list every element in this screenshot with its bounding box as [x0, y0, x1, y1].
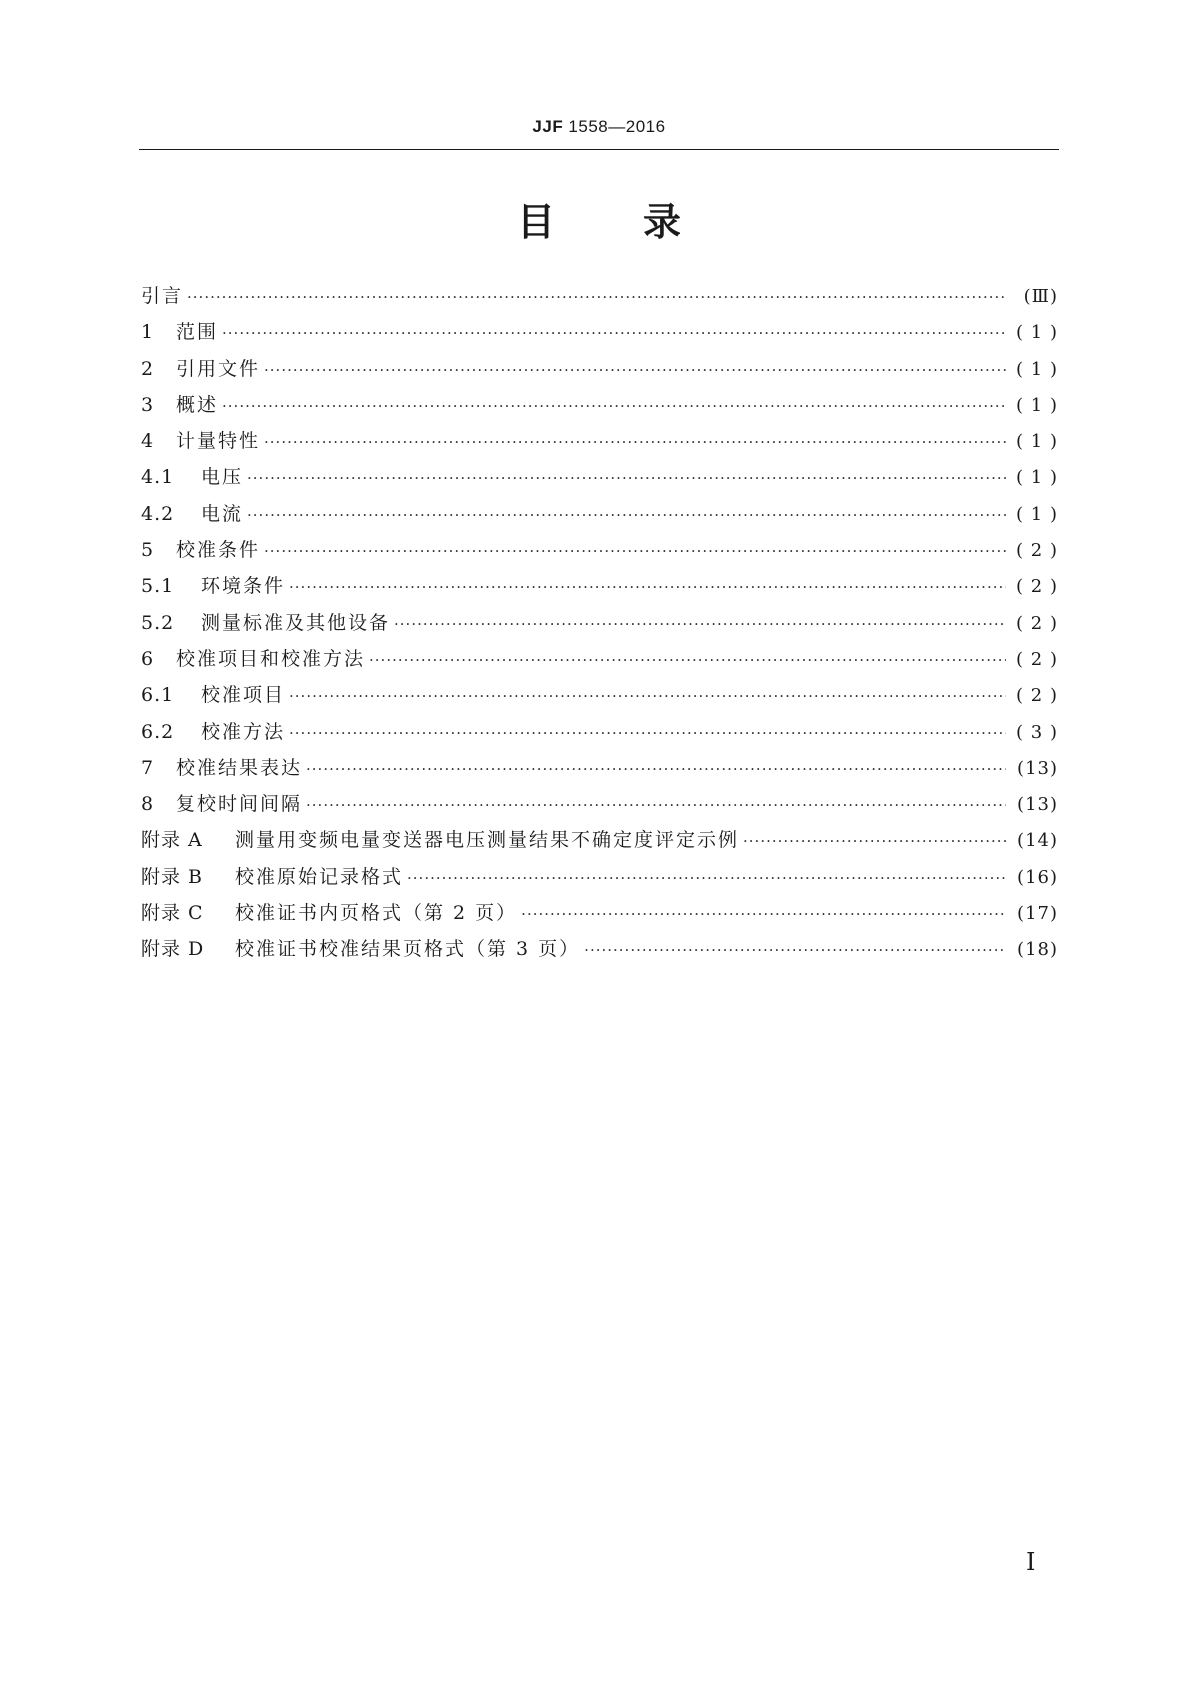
- toc-entry-number: 4.2: [141, 502, 175, 525]
- dot-leader: [247, 497, 1006, 533]
- toc-entry-label: 电流: [201, 502, 244, 525]
- toc-entry-number: 4: [141, 430, 155, 453]
- toc-entry-4[interactable]: [141, 423, 1058, 459]
- toc-entry-page: (Ⅲ): [1023, 286, 1058, 307]
- toc-entry-label: 测量用变频电量变送器电压测量结果不确定度评定示例: [235, 829, 740, 852]
- toc-entry-label: 校准方法: [201, 720, 286, 743]
- dot-leader: [222, 315, 1006, 351]
- dot-leader: [187, 279, 1006, 315]
- toc-entry-label: 校准项目: [201, 684, 286, 707]
- toc-entry-page: ( 1 ): [1016, 394, 1058, 416]
- toc-entry-number: 2: [141, 357, 155, 380]
- dot-leader: [264, 424, 1006, 460]
- toc-entry-number: 5.2: [141, 611, 175, 634]
- toc-entry-8[interactable]: [141, 786, 1058, 822]
- toc-entry-number: 1: [141, 321, 155, 344]
- toc-entry-page: ( 3 ): [1016, 721, 1058, 743]
- toc-entry-appendix-a[interactable]: [141, 822, 1058, 858]
- toc-entry-page: ( 2 ): [1016, 648, 1058, 670]
- toc-entry-page: ( 1 ): [1016, 431, 1058, 453]
- dot-leader: [289, 715, 1006, 751]
- toc-entry-number: 7: [141, 756, 155, 779]
- table-of-contents: [141, 278, 1058, 968]
- toc-entry-2[interactable]: [141, 351, 1058, 387]
- toc-entry-number: 附录 D: [141, 938, 205, 961]
- toc-entry-page: ( 2 ): [1016, 612, 1058, 634]
- toc-entry-label: 测量标准及其他设备: [201, 611, 391, 634]
- dot-leader: [264, 533, 1006, 569]
- toc-entry-number: 3: [141, 393, 155, 416]
- toc-entry-label: 引用文件: [176, 357, 261, 380]
- toc-entry-page: ( 1 ): [1016, 358, 1058, 380]
- toc-entry-6[interactable]: [141, 641, 1058, 677]
- toc-entry-page: ( 2 ): [1016, 685, 1058, 707]
- dot-leader: [394, 606, 1006, 642]
- toc-entry-6-2[interactable]: [141, 714, 1058, 750]
- toc-entry-page: ( 1 ): [1016, 322, 1058, 344]
- toc-entry-label: 校准结果表达: [176, 756, 303, 779]
- toc-entry-label: 引言: [141, 285, 184, 307]
- toc-entry-page: (14): [1017, 830, 1058, 852]
- toc-entry-introduction[interactable]: [141, 278, 1058, 314]
- toc-entry-label: 校准原始记录格式: [235, 865, 404, 888]
- toc-entry-7[interactable]: [141, 750, 1058, 786]
- dot-leader: [369, 642, 1006, 678]
- toc-entry-page: ( 2 ): [1016, 540, 1058, 562]
- page-number: I: [1026, 1548, 1036, 1576]
- toc-entry-6-1[interactable]: [141, 677, 1058, 713]
- header-rule: [139, 149, 1059, 150]
- dot-leader: [521, 896, 1006, 932]
- toc-entry-appendix-d[interactable]: [141, 931, 1058, 967]
- toc-entry-label: 计量特性: [176, 430, 261, 453]
- toc-entry-5[interactable]: [141, 532, 1058, 568]
- toc-entry-label: 环境条件: [201, 575, 286, 598]
- toc-entry-appendix-b[interactable]: [141, 859, 1058, 895]
- toc-entry-number: 6: [141, 647, 155, 670]
- title-char-2: 录: [643, 200, 682, 244]
- toc-entry-page: ( 2 ): [1016, 576, 1058, 598]
- dot-leader: [306, 787, 1006, 823]
- dot-leader: [306, 751, 1006, 787]
- dot-leader: [743, 823, 1006, 859]
- standard-number: 1558—2016: [563, 117, 666, 136]
- toc-entry-label: 校准证书内页格式（第 2 页）: [235, 902, 518, 925]
- toc-entry-page: (17): [1017, 903, 1058, 925]
- toc-entry-label: 范围: [176, 321, 219, 344]
- dot-leader: [584, 932, 1006, 968]
- toc-entry-label: 复校时间间隔: [176, 793, 303, 816]
- toc-entry-number: 6.2: [141, 720, 175, 743]
- toc-entry-label: 校准项目和校准方法: [176, 647, 366, 670]
- document-header: [139, 117, 1059, 137]
- toc-entry-number: 4.1: [141, 466, 175, 489]
- toc-entry-appendix-c[interactable]: [141, 895, 1058, 931]
- title-char-1: 目: [516, 200, 555, 244]
- toc-entry-4-1[interactable]: [141, 459, 1058, 495]
- dot-leader: [264, 352, 1006, 388]
- toc-entry-number: 附录 C: [141, 902, 204, 925]
- toc-entry-number: 附录 B: [141, 865, 204, 888]
- toc-entry-number: 8: [141, 793, 155, 816]
- toc-entry-number: 附录 A: [141, 829, 203, 852]
- dot-leader: [407, 860, 1006, 896]
- toc-entry-page: ( 1 ): [1016, 467, 1058, 489]
- toc-entry-label: 概述: [176, 393, 219, 416]
- dot-leader: [247, 460, 1006, 496]
- toc-entry-1[interactable]: [141, 314, 1058, 350]
- toc-entry-page: (18): [1017, 939, 1058, 961]
- toc-entry-label: 电压: [201, 466, 244, 489]
- toc-entry-page: (13): [1017, 794, 1058, 816]
- standard-code: JJF: [532, 117, 564, 136]
- dot-leader: [289, 678, 1006, 714]
- toc-entry-number: 6.1: [141, 684, 175, 707]
- toc-entry-page: ( 1 ): [1016, 503, 1058, 525]
- toc-entry-4-2[interactable]: [141, 496, 1058, 532]
- toc-entry-number: 5.1: [141, 575, 175, 598]
- toc-entry-page: (13): [1017, 757, 1058, 779]
- toc-entry-label: 校准条件: [176, 539, 261, 562]
- toc-entry-page: (16): [1017, 866, 1058, 888]
- toc-entry-3[interactable]: [141, 387, 1058, 423]
- toc-entry-label: 校准证书校准结果页格式（第 3 页）: [235, 938, 581, 961]
- page-title: [139, 196, 1059, 248]
- toc-entry-5-1[interactable]: [141, 568, 1058, 604]
- toc-entry-number: 5: [141, 539, 155, 562]
- dot-leader: [222, 388, 1006, 424]
- toc-entry-5-2[interactable]: [141, 605, 1058, 641]
- dot-leader: [289, 569, 1006, 605]
